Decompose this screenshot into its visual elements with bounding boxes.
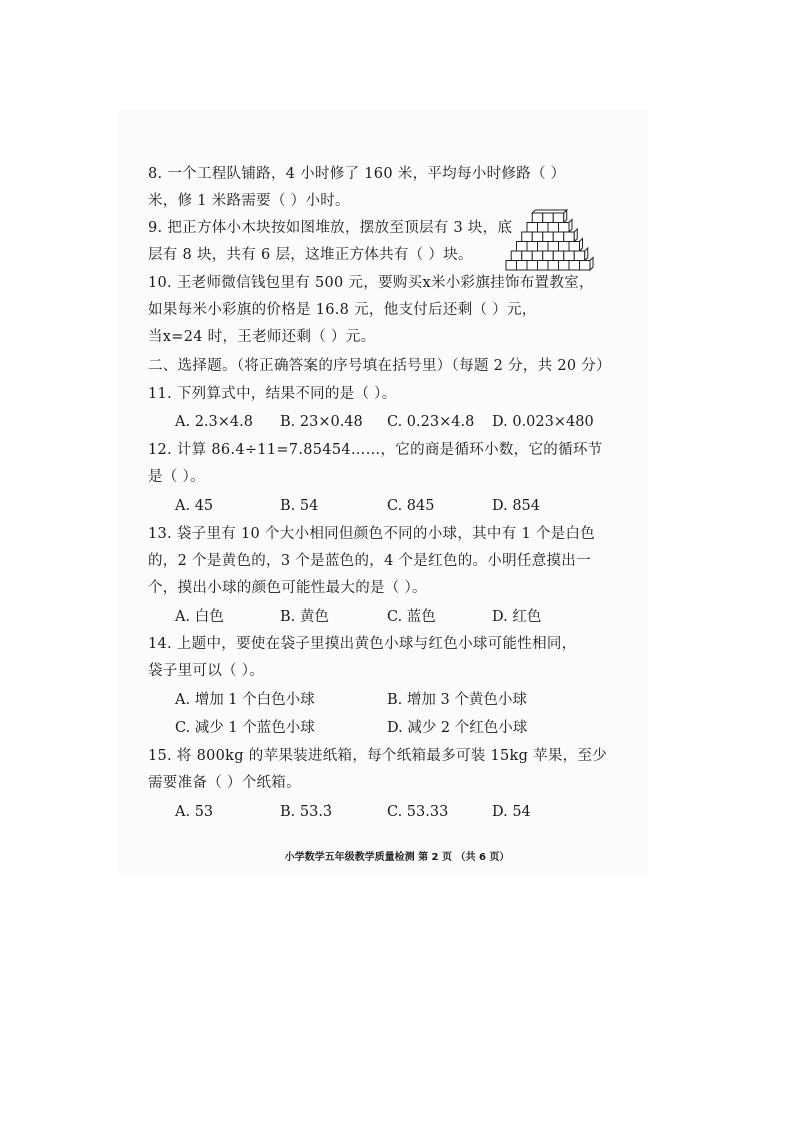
- cube-block: [559, 242, 570, 252]
- q13-line-2: 的，2 个是黄色的，3 个是蓝色的，4 个是红色的。小明任意摸出一: [148, 553, 591, 569]
- q12-line-1: 12. 计算 86.4÷11=7.85454……，它的商是循环小数，它的循环节: [148, 442, 603, 458]
- cube-block: [538, 242, 549, 252]
- q14-option-c: C. 减少 1 个蓝色小球: [175, 720, 315, 736]
- q12-option-c: C. 845: [387, 498, 435, 514]
- q13-line-3: 个，摸出小球的颜色可能性最大的是（ ）。: [148, 580, 427, 596]
- cube-block: [538, 261, 549, 271]
- q14-line-2: 袋子里可以（ ）。: [148, 663, 265, 679]
- cube-side-face: [580, 239, 583, 252]
- cube-block: [543, 232, 554, 242]
- cube-block: [511, 251, 522, 261]
- q9-line-1: 9. 把正方体小木块按如图堆放，摆放至顶层有 3 块，底: [148, 220, 513, 236]
- q14-option-b: B. 增加 3 个黄色小球: [387, 692, 527, 708]
- cube-block: [548, 242, 559, 252]
- cube-block: [527, 223, 538, 233]
- cube-block: [527, 242, 538, 252]
- cube-top-face: [532, 210, 567, 213]
- q12-option-a: A. 45: [175, 498, 214, 514]
- q13-option-c: C. 蓝色: [387, 609, 436, 625]
- cube-side-face: [574, 229, 577, 242]
- page-footer: 小学数学五年级教学质量检测 第 2 页 （共 6 页）: [284, 852, 510, 863]
- q11-option-a: A. 2.3×4.8: [175, 414, 253, 430]
- q8-line-1: 8. 一个工程队铺路，4 小时修了 160 米，平均每小时修路（ ）: [148, 166, 566, 182]
- q10-line-1: 10. 王老师微信钱包里有 500 元，要购买x米小彩旗挂饰布置教室，: [148, 275, 594, 291]
- cube-block: [553, 251, 564, 261]
- cube-block: [532, 213, 543, 223]
- q11-option-b: B. 23×0.48: [280, 414, 363, 430]
- cube-side-face: [590, 258, 593, 271]
- cube-block: [517, 242, 528, 252]
- cube-block: [553, 232, 564, 242]
- q14-option-d: D. 减少 2 个红色小球: [387, 720, 528, 736]
- cube-block: [580, 261, 591, 271]
- cube-block: [527, 261, 538, 271]
- q15-option-a: A. 53: [175, 804, 214, 820]
- q15-option-b: B. 53.3̇: [280, 804, 333, 820]
- cube-side-face: [585, 248, 588, 261]
- cube-block: [564, 232, 575, 242]
- section-2-heading: 二、选择题。（将正确答案的序号填在括号里）（每题 2 分，共 20 分）: [148, 358, 611, 374]
- cube-block: [548, 223, 559, 233]
- q13-option-a: A. 白色: [175, 609, 224, 625]
- cube-block: [506, 261, 517, 271]
- cube-block: [522, 232, 533, 242]
- cube-block: [543, 251, 554, 261]
- q10-line-3: 当x=24 时，王老师还剩（ ）元。: [148, 329, 376, 345]
- cube-block: [543, 213, 554, 223]
- q11-option-d: D. 0.023×480: [492, 414, 594, 430]
- q9-line-2: 层有 8 块，共有 6 层，这堆正方体共有（ ）块。: [148, 247, 473, 263]
- cube-side-face: [569, 220, 572, 233]
- q15-line-2: 需要准备（ ）个纸箱。: [148, 775, 301, 791]
- q13-option-b: B. 黄色: [280, 609, 329, 625]
- cube-block: [517, 261, 528, 271]
- q13-line-1: 13. 袋子里有 10 个大小相同但颜色不同的小球，其中有 1 个是白色: [148, 526, 596, 542]
- cube-block: [569, 242, 580, 252]
- cube-block: [559, 261, 570, 271]
- cube-block: [522, 251, 533, 261]
- cube-block: [574, 251, 585, 261]
- q10-line-2: 如果每米小彩旗的价格是 16.8 元，他支付后还剩（ ）元，: [148, 302, 537, 318]
- q15-option-c: C. 53.33: [387, 804, 449, 820]
- stacked-cubes-icon: [505, 209, 597, 273]
- q14-option-a: A. 增加 1 个白色小球: [175, 692, 315, 708]
- cube-block: [564, 251, 575, 261]
- q12-line-2: 是（ ）。: [148, 469, 205, 485]
- cube-block: [553, 213, 564, 223]
- q11-stem: 11. 下列算式中，结果不同的是（ ）。: [148, 386, 397, 402]
- q8-line-2: 米，修 1 米路需要（ ）小时。: [148, 193, 350, 209]
- cube-block: [559, 223, 570, 233]
- cube-block: [538, 223, 549, 233]
- cube-block: [532, 251, 543, 261]
- q12-option-b: B. 54: [280, 498, 319, 514]
- cube-block: [532, 232, 543, 242]
- cube-block: [569, 261, 580, 271]
- q12-option-d: D. 854: [492, 498, 541, 514]
- q15-line-1: 15. 将 800kg 的苹果装进纸箱，每个纸箱最多可装 15kg 苹果，至少: [148, 748, 608, 764]
- q11-option-c: C. 0.23×4.8: [387, 414, 475, 430]
- q15-option-d: D. 54: [492, 804, 531, 820]
- cube-block: [548, 261, 559, 271]
- q14-line-1: 14. 上题中，要使在袋子里摸出黄色小球与红色小球可能性相同，: [148, 636, 577, 652]
- q13-option-d: D. 红色: [492, 609, 542, 625]
